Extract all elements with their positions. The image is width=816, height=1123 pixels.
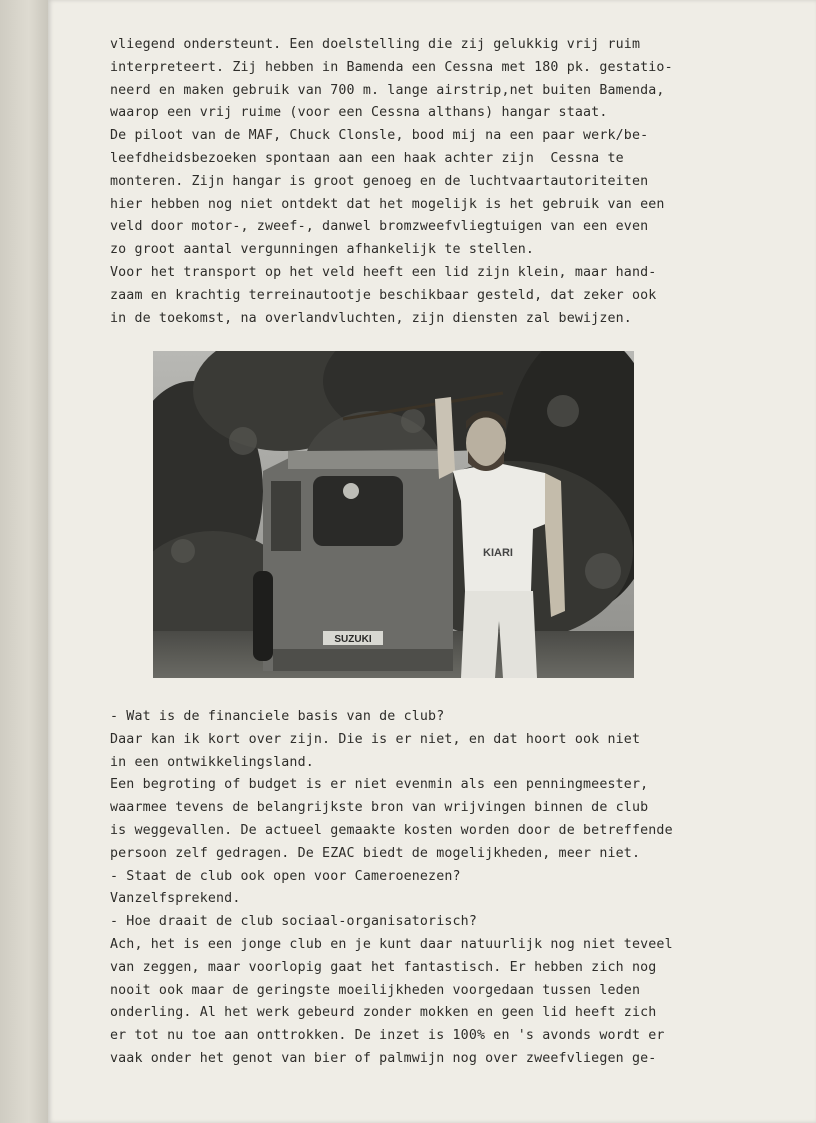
shirt-print: KIARI xyxy=(483,547,513,559)
text-line: zo groot aantal vergunningen afhankelijk te stellen. xyxy=(110,242,535,258)
text-line: nooit ook maar de geringste moeilijkheden voorgedaan tussen leden xyxy=(110,982,641,998)
text-line: leefdheidsbezoeken spontaan aan een haak achter zijn Cessna te xyxy=(110,150,624,166)
text-line: in een ontwikkelingsland. xyxy=(110,754,314,770)
text-line: waarmee tevens de belangrijkste bron van wrijvingen binnen de club xyxy=(110,800,649,816)
vehicle-badge: SUZUKI xyxy=(334,634,372,645)
text-line: veld door motor-, zweef-, danwel bromzweefvliegtuigen van een even xyxy=(110,219,649,235)
text-line: vliegend ondersteunt. Een doelstelling die zij gelukkig vrij ruim xyxy=(110,37,641,52)
text-line: zaam en krachtig terreinautootje beschikbaar gesteld, dat zeker ook xyxy=(110,287,657,303)
suzuki-jeep xyxy=(253,449,453,671)
text-line: - Staat de club ook open voor Cameroenezen? xyxy=(110,868,461,884)
text-line: persoon zelf gedragen. De EZAC biedt de mogelijkheden, meer niet. xyxy=(110,845,641,861)
text-line: is weggevallen. De actueel gemaakte kosten worden door de betreffende xyxy=(110,822,673,838)
text-line: vaak onder het genot van bier of palmwijn nog over zweefvliegen ge- xyxy=(110,1050,657,1066)
text-line: - Wat is de financiele basis van de club? xyxy=(110,709,445,724)
text-line: in de toekomst, na overlandvluchten, zijn diensten zal bewijzen. xyxy=(110,310,632,326)
text-line: Vanzelfsprekend. xyxy=(110,891,241,907)
page-spine xyxy=(0,0,49,1123)
photo-man-with-jeep xyxy=(153,351,634,678)
text-line: onderling. Al het werk gebeurd zonder mokken en geen lid heeft zich xyxy=(110,1005,657,1021)
text-line: hier hebben nog niet ontdekt dat het mogelijk is het gebruik van een xyxy=(110,196,665,212)
text-line: interpreteert. Zij hebben in Bamenda een Cessna met 180 pk. gestatio- xyxy=(110,59,673,75)
text-line: Een begroting of budget is er niet evenmin als een penningmeester, xyxy=(110,777,649,793)
article-text-bottom xyxy=(110,706,710,1071)
text-line: Ach, het is een jonge club en je kunt daar natuurlijk nog niet teveel xyxy=(110,936,673,952)
text-line: neerd en maken gebruik van 700 m. lange airstrip,net buiten Bamenda, xyxy=(110,82,665,98)
text-line: De piloot van de MAF, Chuck Clonsle, bood mij na een paar werk/be- xyxy=(110,128,649,144)
text-line: - Hoe draait de club sociaal-organisatorisch? xyxy=(110,914,477,930)
text-line: monteren. Zijn hangar is groot genoeg en de luchtvaartautoriteiten xyxy=(110,173,649,189)
text-line: waarop een vrij ruime (voor een Cessna althans) hangar staat. xyxy=(110,105,608,121)
article-text-top xyxy=(110,34,710,330)
text-line: Daar kan ik kort over zijn. Die is er niet, en dat hoort ook niet xyxy=(110,731,641,747)
text-line: er tot nu toe aan onttrokken. De inzet is 100% en 's avonds wordt er xyxy=(110,1028,665,1044)
text-line: Voor het transport op het veld heeft een lid zijn klein, maar hand- xyxy=(110,264,657,280)
text-line: van zeggen, maar voorlopig gaat het fantastisch. Er hebben zich nog xyxy=(110,959,657,975)
